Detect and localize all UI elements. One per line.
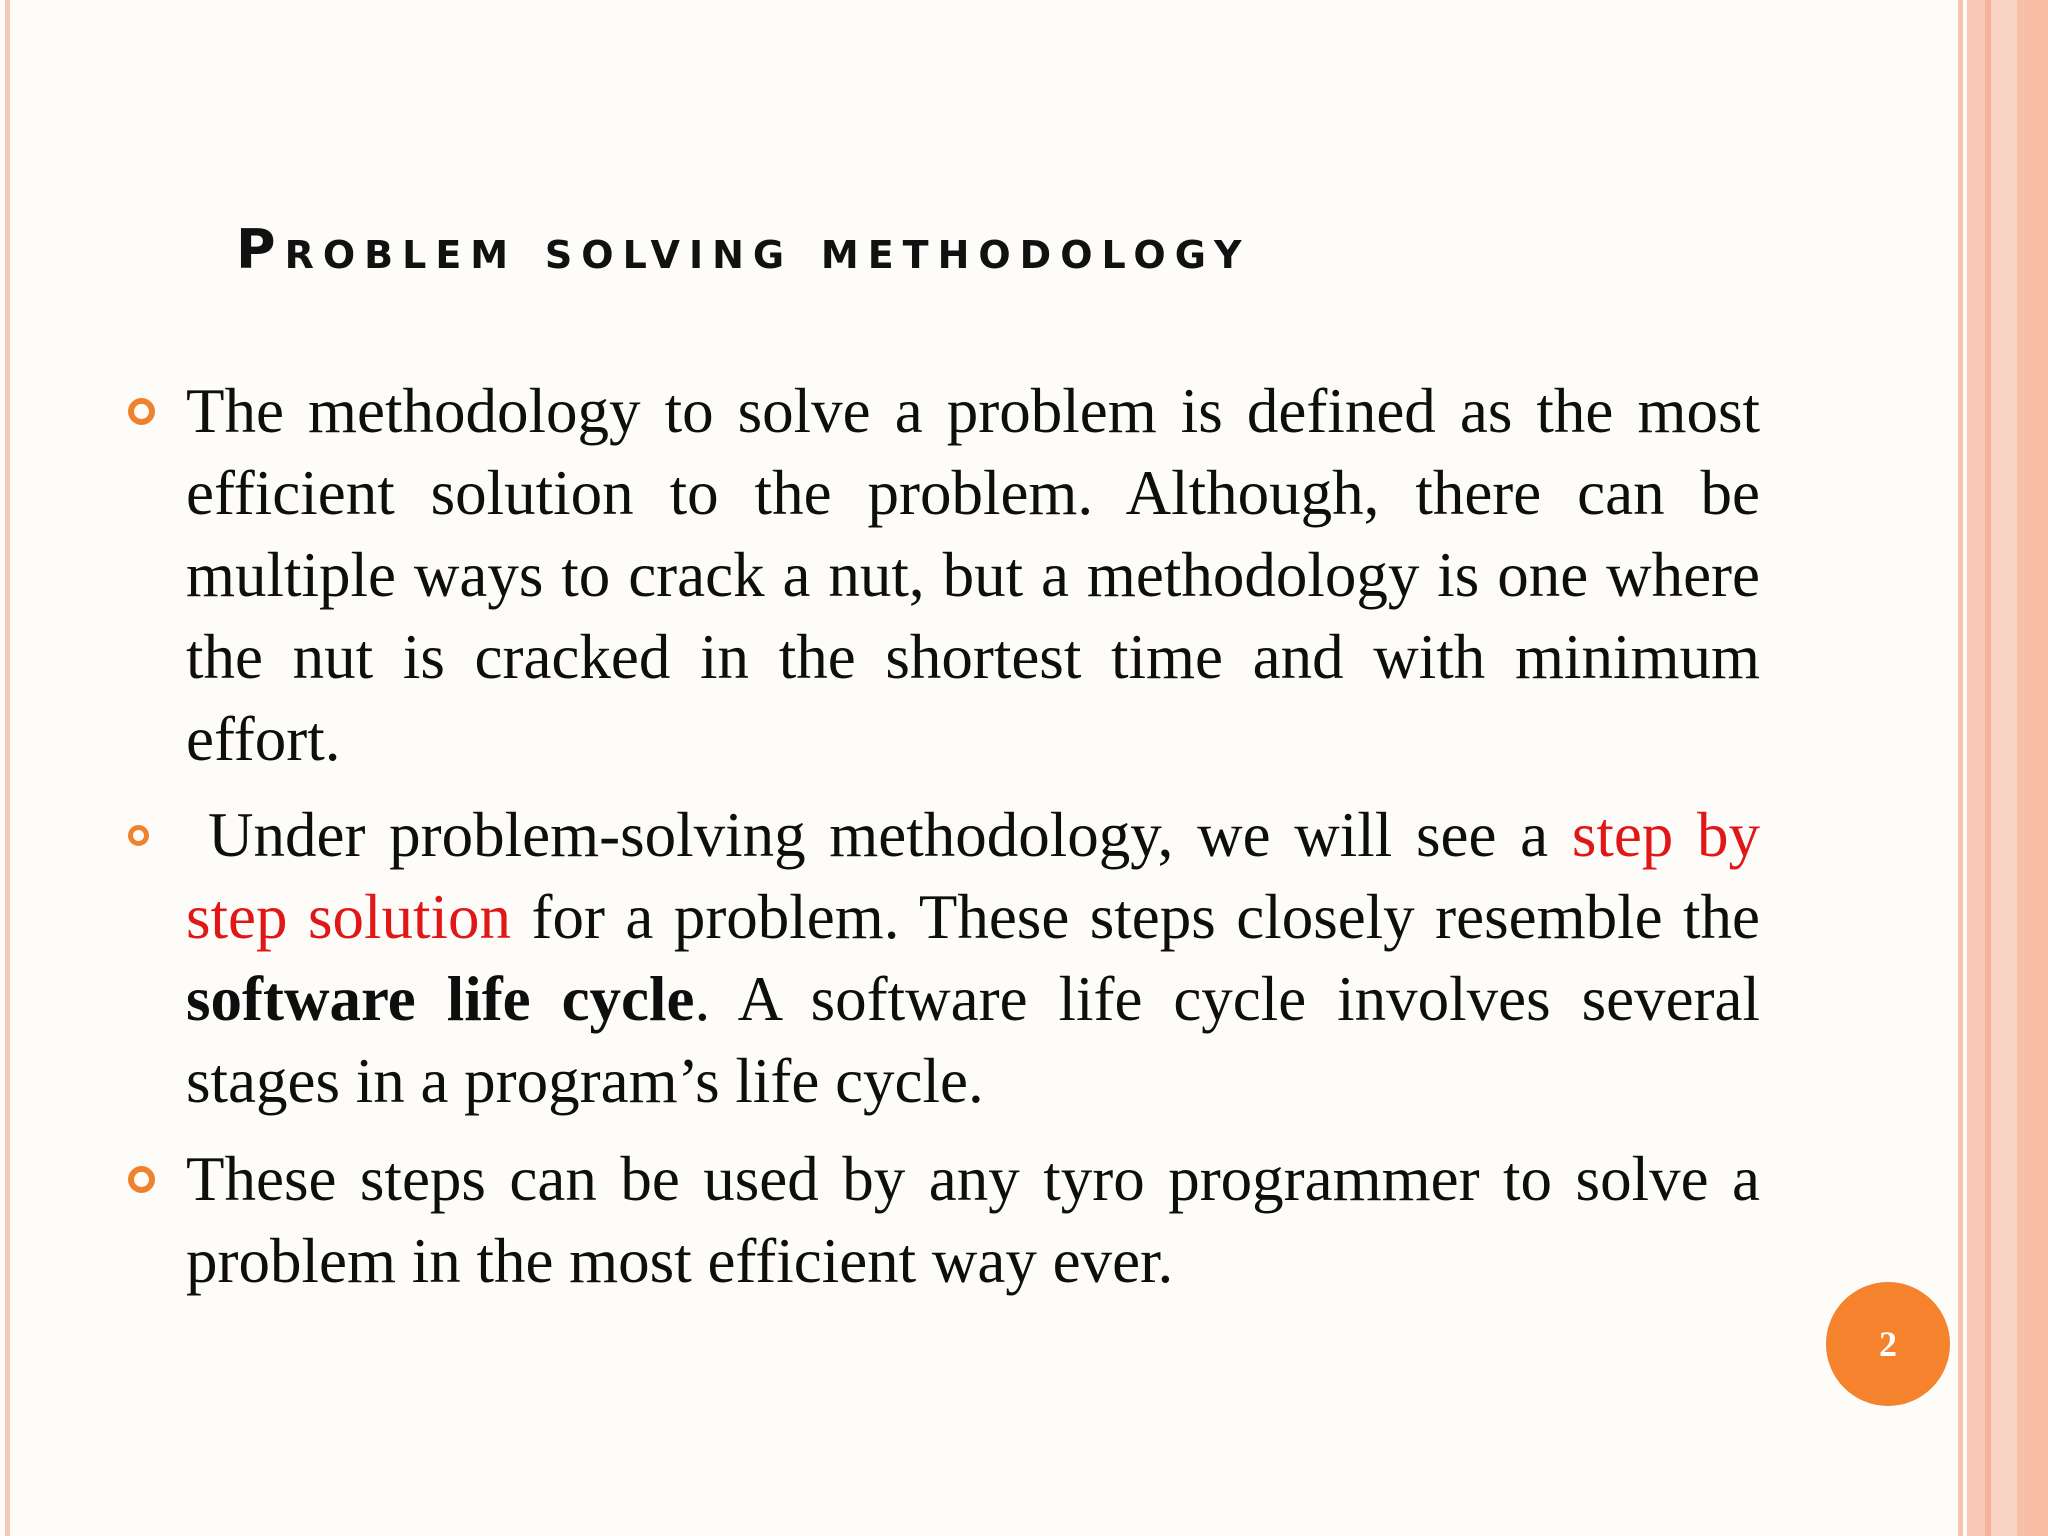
highlighted-phrase: step by step solution	[186, 800, 1760, 952]
bullet-item	[186, 370, 1760, 780]
bullet-text: These steps can be used by any tyro programmer to solve a problem in the most efficient way ever.	[186, 1144, 1760, 1296]
bullet-item	[186, 794, 1760, 1122]
page-number-badge: 2	[1826, 1282, 1950, 1406]
right-border-band	[1958, 0, 1963, 1536]
bullet-circle-icon	[128, 1166, 155, 1193]
bullet-text-segment: . A software life cycle involves several stages in a program’s life cycle.	[186, 964, 1760, 1116]
right-border-band	[2017, 0, 2048, 1536]
bullet-text-segment: for a problem. These steps closely resemble the	[510, 882, 1760, 952]
bold-phrase: software life cycle	[186, 964, 695, 1034]
bullet-circle-icon	[128, 825, 149, 846]
right-border-band	[1967, 0, 1985, 1536]
bullet-text-segment: Under problem-solving methodology, we will see a	[208, 800, 1572, 870]
bullet-text	[186, 800, 1760, 1116]
slide-title: Problem solving methodology	[236, 218, 1251, 281]
bullet-circle-icon	[128, 398, 155, 425]
bullet-text: The methodology to solve a problem is defined as the most efficient solution to the problem. Although, there can be multiple ways to crack a nut, but a methodology is one where the nut is cracked in the shortest time and with minimum effort.	[186, 376, 1760, 774]
bullet-list	[186, 370, 1760, 1302]
right-border-band	[1991, 0, 2017, 1536]
bullet-item	[186, 1138, 1760, 1302]
left-border-rule	[5, 0, 10, 1536]
